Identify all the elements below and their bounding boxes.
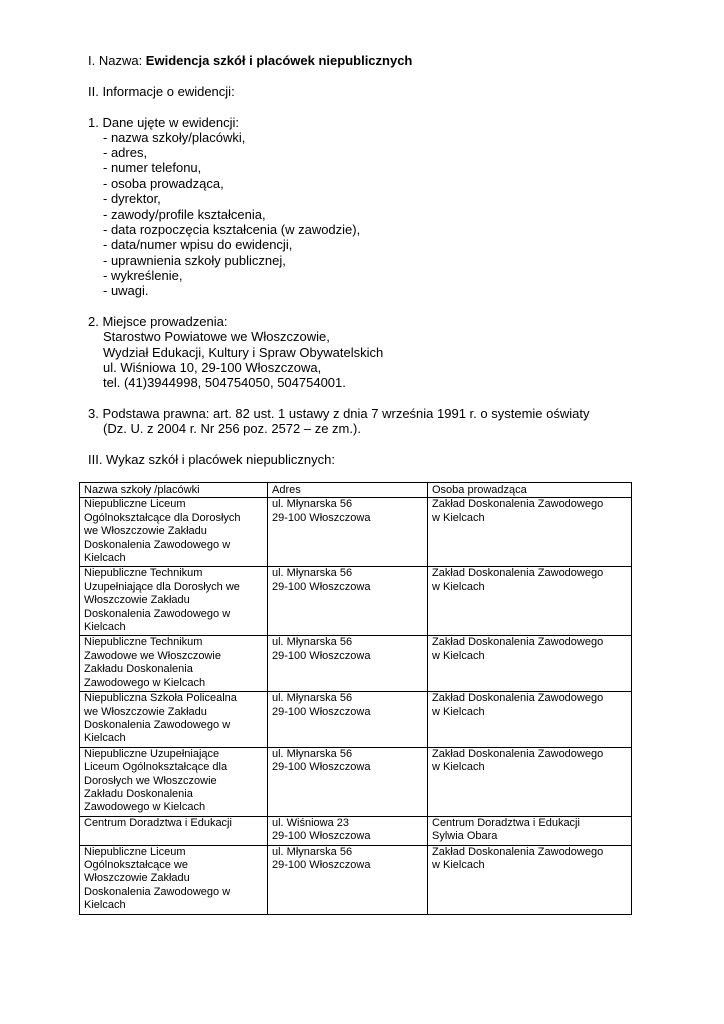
cell-text-line: we Włoszczowie Zakładu bbox=[84, 525, 207, 538]
cell-text-line: 29-100 Włoszczowa bbox=[272, 580, 371, 593]
cell-text-line: Niepubliczne Technikum bbox=[84, 567, 203, 580]
cell-text-line: w Kielcach bbox=[432, 761, 485, 774]
cell-text-line: Doskonalenia Zawodowego w bbox=[84, 607, 231, 620]
cell-text-line: Doskonalenia Zawodowego w bbox=[84, 718, 231, 731]
cell-text-line: Doskonalenia Zawodowego w bbox=[84, 885, 231, 898]
legal-basis-reference: (Dz. U. z 2004 r. Nr 256 poz. 2572 – ze zm.). bbox=[103, 421, 361, 436]
list-item: - data rozpoczęcia kształcenia (w zawodzie), bbox=[103, 222, 361, 237]
cell-name bbox=[80, 636, 268, 692]
cell-text-line: Kielcach bbox=[84, 621, 126, 634]
cell-text-line: 29-100 Włoszczowa bbox=[272, 858, 371, 871]
cell-text-line: Uzupełniające dla Dorosłych we bbox=[84, 580, 240, 593]
cell-text-line: Zakład Doskonalenia Zawodowego bbox=[432, 747, 604, 760]
list-item: - dyrektor, bbox=[103, 191, 161, 206]
list-item: - uwagi. bbox=[103, 283, 149, 298]
cell-address bbox=[268, 747, 428, 816]
table-row bbox=[80, 845, 632, 914]
cell-name bbox=[80, 845, 268, 914]
cell-text-line: Sylwia Obara bbox=[432, 830, 498, 843]
cell-text-line: Zawodowe we Włoszczowie bbox=[84, 649, 221, 662]
cell-text-line: Kielcach bbox=[84, 732, 126, 745]
cell-text-line: Zakładu Doskonalenia bbox=[84, 663, 193, 676]
cell-name bbox=[80, 567, 268, 636]
office-name: Starostwo Powiatowe we Włoszczowie, bbox=[103, 329, 330, 344]
cell-address bbox=[268, 816, 428, 845]
cell-text-line: w Kielcach bbox=[432, 511, 485, 524]
cell-text-line: 29-100 Włoszczowa bbox=[272, 761, 371, 774]
section-2-heading: II. Informacje o ewidencji: bbox=[88, 84, 235, 99]
cell-text-line: Dorosłych we Włoszczowie bbox=[84, 774, 217, 787]
cell-text-line: ul. Młynarska 56 bbox=[272, 845, 353, 858]
cell-address bbox=[268, 692, 428, 748]
table-row bbox=[80, 498, 632, 567]
list-item: - uprawnienia szkoły publicznej, bbox=[103, 253, 286, 268]
cell-name bbox=[80, 747, 268, 816]
cell-text-line: w Kielcach bbox=[432, 580, 485, 593]
header-owner: Osoba prowadząca bbox=[428, 483, 632, 498]
title-text: Ewidencja szkół i placówek niepublicznych bbox=[145, 53, 413, 68]
cell-name bbox=[80, 498, 268, 567]
cell-address bbox=[268, 845, 428, 914]
cell-text-line: Niepubliczne Liceum bbox=[84, 498, 186, 511]
cell-text-line: Zakład Doskonalenia Zawodowego bbox=[432, 845, 604, 858]
list-item: - wykreślenie, bbox=[103, 268, 183, 283]
cell-text-line: Ogólnokształcące we bbox=[84, 858, 188, 871]
cell-text-line: Kielcach bbox=[84, 552, 126, 565]
cell-name bbox=[80, 816, 268, 845]
cell-text-line: Niepubliczne Uzupełniające bbox=[84, 747, 220, 760]
cell-text-line: ul. Młynarska 56 bbox=[272, 747, 353, 760]
cell-text-line: w Kielcach bbox=[432, 649, 485, 662]
cell-owner bbox=[428, 845, 632, 914]
cell-text-line: ul. Młynarska 56 bbox=[272, 692, 353, 705]
cell-text-line: Centrum Doradztwa i Edukacji bbox=[84, 816, 232, 829]
header-address: Adres bbox=[268, 483, 428, 498]
cell-address bbox=[268, 567, 428, 636]
cell-text-line: Niepubliczne Technikum bbox=[84, 636, 203, 649]
cell-text-line: 29-100 Włoszczowa bbox=[272, 649, 371, 662]
cell-text-line: ul. Wiśniowa 23 bbox=[272, 816, 350, 829]
cell-text-line: Zawodowego w Kielcach bbox=[84, 676, 206, 689]
cell-text-line: Doskonalenia Zawodowego w bbox=[84, 538, 231, 551]
list-item: - data/numer wpisu do ewidencji, bbox=[103, 237, 293, 252]
header-name: Nazwa szkoły /placówki bbox=[80, 483, 268, 498]
document-title bbox=[88, 53, 412, 68]
section-3-heading: III. Wykaz szkół i placówek niepublicznych: bbox=[88, 452, 335, 467]
cell-owner bbox=[428, 816, 632, 845]
cell-name bbox=[80, 692, 268, 748]
list-item: - nazwa szkoły/placówki, bbox=[103, 130, 246, 145]
cell-text-line: w Kielcach bbox=[432, 858, 485, 871]
cell-text-line: w Kielcach bbox=[432, 705, 485, 718]
cell-text-line: we Włoszczowie Zakładu bbox=[84, 705, 207, 718]
cell-text-line: Niepubliczne Liceum bbox=[84, 845, 186, 858]
cell-owner bbox=[428, 567, 632, 636]
cell-text-line: Zakład Doskonalenia Zawodowego bbox=[432, 636, 604, 649]
table-body bbox=[80, 498, 632, 914]
cell-address bbox=[268, 636, 428, 692]
cell-text-line: Włoszczowie Zakładu bbox=[84, 594, 190, 607]
cell-text-line: Zakład Doskonalenia Zawodowego bbox=[432, 498, 604, 511]
cell-text-line: Zakładu Doskonalenia bbox=[84, 787, 193, 800]
cell-text-line: Zakład Doskonalenia Zawodowego bbox=[432, 567, 604, 580]
office-phone: tel. (41)3944998, 504754050, 504754001. bbox=[103, 375, 346, 390]
cell-text-line: Ogólnokształcące dla Dorosłych bbox=[84, 511, 241, 524]
title-prefix: I. Nazwa: bbox=[88, 53, 146, 68]
table-row bbox=[80, 747, 632, 816]
office-address: ul. Wiśniowa 10, 29-100 Włoszczowa, bbox=[103, 360, 322, 375]
cell-text-line: 29-100 Włoszczowa bbox=[272, 705, 371, 718]
cell-text-line: Włoszczowie Zakładu bbox=[84, 872, 190, 885]
cell-text-line: 29-100 Włoszczowa bbox=[272, 830, 371, 843]
cell-text-line: Niepubliczna Szkoła Policealna bbox=[84, 692, 237, 705]
cell-owner bbox=[428, 498, 632, 567]
cell-text-line: ul. Młynarska 56 bbox=[272, 498, 353, 511]
table-row bbox=[80, 567, 632, 636]
legal-basis: 3. Podstawa prawna: art. 82 ust. 1 ustawy z dnia 7 września 1991 r. o systemie oświaty bbox=[88, 406, 590, 421]
table-header-row bbox=[80, 483, 632, 498]
schools-table bbox=[79, 482, 632, 915]
cell-text-line: Zakład Doskonalenia Zawodowego bbox=[432, 692, 604, 705]
list-item: - numer telefonu, bbox=[103, 160, 202, 175]
cell-owner bbox=[428, 692, 632, 748]
cell-text-line: Zawodowego w Kielcach bbox=[84, 801, 206, 814]
cell-address bbox=[268, 498, 428, 567]
cell-text-line: ul. Młynarska 56 bbox=[272, 567, 353, 580]
list-item: - zawody/profile kształcenia, bbox=[103, 207, 266, 222]
cell-text-line: ul. Młynarska 56 bbox=[272, 636, 353, 649]
cell-owner bbox=[428, 636, 632, 692]
item-2-heading: 2. Miejsce prowadzenia: bbox=[88, 314, 228, 329]
table-row bbox=[80, 692, 632, 748]
list-item: - adres, bbox=[103, 145, 148, 160]
list-item: - osoba prowadząca, bbox=[103, 176, 224, 191]
item-1-heading: 1. Dane ujęte w ewidencji: bbox=[88, 115, 240, 130]
cell-text-line: 29-100 Włoszczowa bbox=[272, 511, 371, 524]
table-row bbox=[80, 816, 632, 845]
table-row bbox=[80, 636, 632, 692]
department-name: Wydział Edukacji, Kultury i Spraw Obywatelskich bbox=[103, 345, 384, 360]
cell-text-line: Kielcach bbox=[84, 899, 126, 912]
cell-owner bbox=[428, 747, 632, 816]
cell-text-line: Centrum Doradztwa i Edukacji bbox=[432, 816, 580, 829]
cell-text-line: Liceum Ogólnokształcące dla bbox=[84, 761, 228, 774]
